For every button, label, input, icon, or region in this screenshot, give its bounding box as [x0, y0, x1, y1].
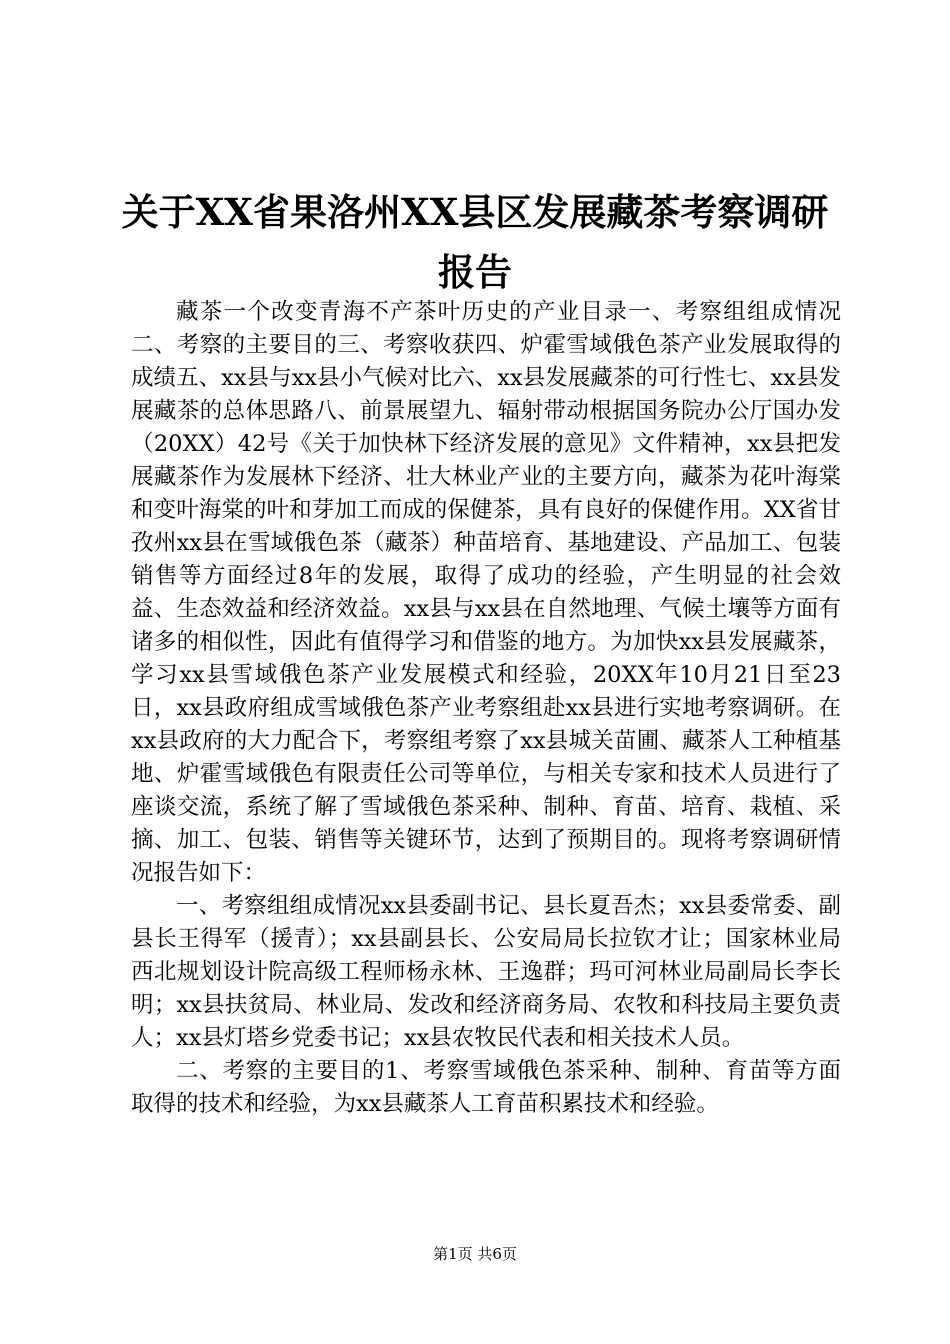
document-body	[131, 296, 841, 1121]
paragraph-main-purpose: 二、考察的主要目的1、考察雪域俄色茶采种、制种、育苗等方面取得的技术和经验，为xx县藏茶人工育苗积累技术和经验。	[131, 1058, 841, 1117]
page-number-footer: 第1页 共6页	[433, 1245, 517, 1263]
paragraph-team-composition: 一、考察组组成情况xx县委副书记、县长夏吾杰；xx县委常委、副县长王得军（援青）；xx县副县长、公安局局长拉钦才让；国家林业局西北规划设计院高级工程师杨永林、王逸群；玛可河林业局副局长李长明；xx县扶贫局、林业局、发改和经济商务局、农牧和科技局主要负责人；xx县灯塔乡党委书记；xx县农牧民代表和相关技术人员。	[131, 893, 841, 1051]
paragraph-intro: 藏茶一个改变青海不产茶叶历史的产业目录一、考察组组成情况二、考察的主要目的三、考察收获四、炉霍雪域俄色茶产业发展取得的成绩五、xx县与xx县小气候对比六、xx县发展藏茶的可行性七、xx县发展藏茶的总体思路八、前景展望九、辐射带动根据国务院办公厅国办发（20XX）42号《关于加快林下经济发展的意见》文件精神，xx县把发展藏茶作为发展林下经济、壮大林业产业的主要方向，藏茶为花叶海棠和变叶海棠的叶和芽加工而成的保健茶，具有良好的保健作用。XX省甘孜州xx县在雪域俄色茶（藏茶）种苗培育、基地建设、产品加工、包装销售等方面经过8年的发展，取得了成功的经验，产生明显的社会效益、生态效益和经济效益。xx县与xx县在自然地理、气候土壤等方面有诸多的相似性，因此有值得学习和借鉴的地方。为加快xx县发展藏茶，学习xx县雪域俄色茶产业发展模式和经验，20XX年10月21日至23日，xx县政府组成雪域俄色茶产业考察组赴xx县进行实地考察调研。在xx县政府的大力配合下，考察组考察了xx县城关苗圃、藏茶人工种植基地、炉霍雪域俄色有限责任公司等单位，与相关专家和技术人员进行了座谈交流，系统了解了雪域俄色茶采种、制种、育苗、培育、栽植、采摘、加工、包装、销售等关键环节，达到了预期目的。现将考察调研情况报告如下：	[131, 299, 841, 886]
document-title: 关于XX省果洛州XX县区发展藏茶考察调研报告	[121, 190, 829, 294]
